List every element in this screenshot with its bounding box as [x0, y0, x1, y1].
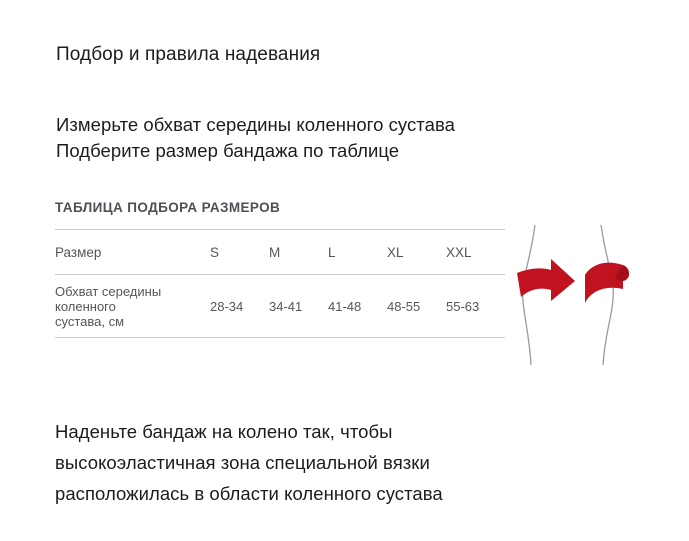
- table-header-label: Размер: [55, 230, 210, 275]
- size-table-block: [55, 200, 505, 338]
- table-row: [55, 275, 505, 338]
- table-header-size-xxl: XXL: [446, 230, 505, 275]
- top-instruction-line-2: Подберите размер бандажа по таблице: [56, 140, 400, 161]
- table-cell-value-xl: 48-55: [387, 275, 446, 338]
- top-instruction-line-1: Измерьте обхват середины коленного сустава: [56, 114, 455, 135]
- size-table-title: ТАБЛИЦА ПОДБОРА РАЗМЕРОВ: [55, 200, 281, 215]
- table-cell-value-s: 28-34: [210, 275, 269, 338]
- table-row-label: [55, 275, 210, 338]
- knee-with-bandage-illustration: [505, 225, 635, 365]
- table-header-row: [55, 230, 505, 275]
- table-cell-value-m: 34-41: [269, 275, 328, 338]
- size-table: [55, 229, 505, 338]
- table-row-label-line-2: коленного: [55, 298, 116, 314]
- table-row-label-line-1: Обхват середины: [55, 283, 162, 299]
- table-row-label-line-3: сустава, см: [55, 313, 125, 329]
- bottom-instruction-line-3: расположилась в области коленного сустава: [55, 483, 443, 504]
- table-header-size-xl: XL: [387, 230, 446, 275]
- table-header-size-l: L: [328, 230, 387, 275]
- table-cell-value-l: 41-48: [328, 275, 387, 338]
- bottom-instruction-line-2: высокоэластичная зона специальной вязки: [55, 452, 430, 473]
- top-instructions: [56, 112, 455, 164]
- page-title: Подбор и правила надевания: [56, 44, 321, 65]
- table-header-size-m: M: [269, 230, 328, 275]
- bottom-instruction-line-1: Наденьте бандаж на колено так, чтобы: [55, 421, 393, 442]
- bottom-instructions: [55, 416, 443, 509]
- table-header-size-s: S: [210, 230, 269, 275]
- table-cell-value-xxl: 55-63: [446, 275, 505, 338]
